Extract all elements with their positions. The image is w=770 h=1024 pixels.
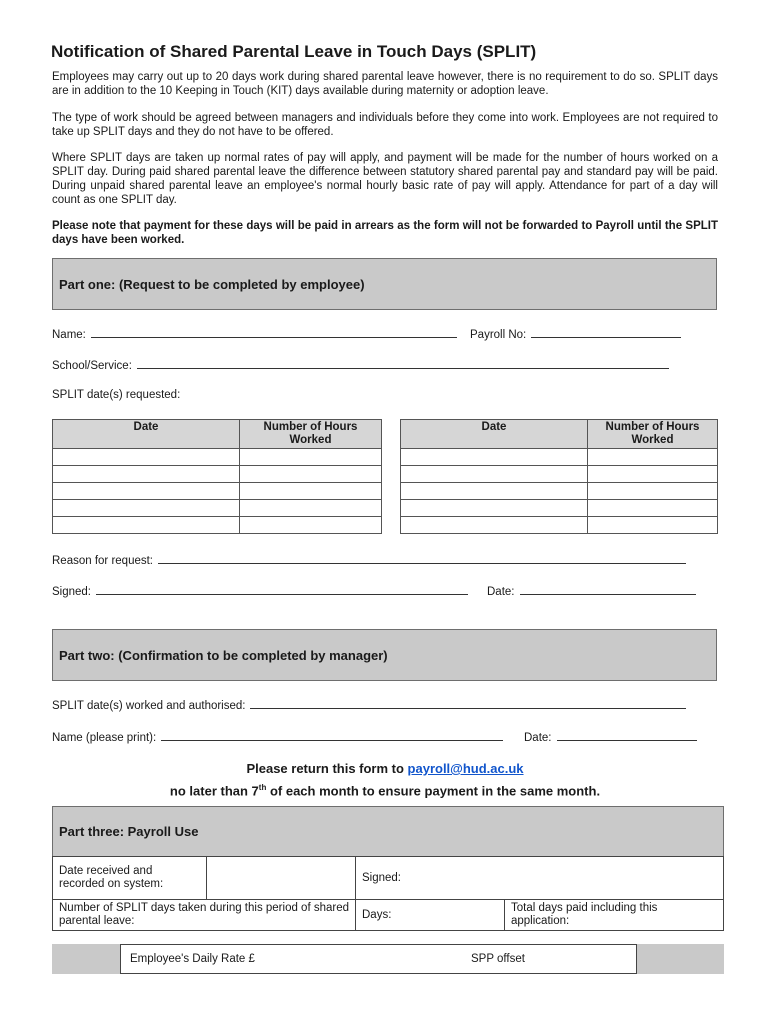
part-three-header (52, 806, 724, 857)
date-cell[interactable] (53, 449, 240, 466)
date-cell[interactable] (401, 466, 588, 483)
reason-field-row (52, 553, 686, 567)
days-label: Days: (356, 900, 505, 931)
hours-cell[interactable] (240, 449, 382, 466)
school-label: School/Service: (52, 360, 132, 372)
dates-table-left (52, 419, 382, 534)
worked-field-row (52, 698, 686, 712)
hours-cell[interactable] (588, 483, 718, 500)
date-cell[interactable] (53, 500, 240, 517)
hours-cell[interactable] (240, 500, 382, 517)
date-cell[interactable] (53, 466, 240, 483)
hours-cell[interactable] (240, 466, 382, 483)
dates-table-right (400, 419, 718, 534)
hours-cell[interactable] (588, 517, 718, 534)
intro-paragraph-3: Where SPLIT days are taken up normal rates of pay will apply, and payment will be made for the number of hours worked on a SPLIT day. During paid shared parental leave the difference between statutory shared parental pay and standard pay will be paid. During unpaid shared parental leave an employee's normal hourly basic rate of pay will apply. Attendance for part of a day will count as one SPLIT day. (52, 152, 718, 206)
school-field-row (52, 358, 669, 372)
name-input-line[interactable] (91, 327, 457, 338)
col-hours: Number of Hours Worked (240, 420, 382, 449)
hours-cell[interactable] (240, 517, 382, 534)
date-input-line[interactable] (520, 584, 696, 595)
date-label: Date: (487, 586, 515, 598)
intro-paragraph-1: Employees may carry out up to 20 days work during shared parental leave however, there is no requirement to do so. SPLIT days are in addition to the 10 Keeping in Touch (KIT) days available during maternity or adoption leave. (52, 71, 718, 97)
date-cell[interactable] (401, 500, 588, 517)
name-field-row (52, 327, 457, 341)
reason-label: Reason for request: (52, 555, 154, 567)
rate-row (120, 944, 637, 974)
date-received-cell[interactable] (207, 857, 356, 900)
part-one-header (52, 258, 717, 310)
number-taken-label: Number of SPLIT days taken during this period of shared parental leave: (53, 900, 356, 931)
name-print-field-row (52, 730, 503, 744)
col-date: Date (401, 420, 588, 449)
part-two-header (52, 629, 717, 681)
payroll-signed-label: Signed: (356, 857, 724, 900)
total-days-label: Total days paid including this application: (505, 900, 724, 931)
date-cell[interactable] (53, 517, 240, 534)
name-print-input-line[interactable] (161, 730, 503, 741)
payroll-input-line[interactable] (531, 327, 681, 338)
name-label: Name: (52, 329, 86, 341)
return-note-line-2: no later than 7th of each month to ensure payment in the same month. (169, 783, 601, 799)
form-title: Notification of Shared Parental Leave in Touch Days (SPLIT) (51, 42, 537, 61)
payment-note: Please note that payment for these days will be paid in arrears as the form will not be forwarded to Payroll until the SPLIT days have been worked. (52, 220, 718, 246)
signed-input-line[interactable] (96, 584, 468, 595)
dates-requested-label: SPLIT date(s) requested: (52, 389, 181, 401)
payroll-label: Payroll No: (470, 329, 527, 341)
date-field-row (487, 584, 696, 598)
payroll-table (52, 856, 724, 931)
school-input-line[interactable] (137, 358, 669, 369)
hours-cell[interactable] (240, 483, 382, 500)
intro-paragraph-2: The type of work should be agreed between managers and individuals before they come into work. Employees are not required to take up SPLIT days and they do not have to be offered. (52, 112, 718, 138)
date-cell[interactable] (53, 483, 240, 500)
worked-input-line[interactable] (250, 698, 686, 709)
spp-offset-label: SPP offset (471, 953, 525, 965)
manager-date-input-line[interactable] (557, 730, 697, 741)
payroll-email-link[interactable]: payroll@hud.ac.uk (407, 761, 524, 776)
part-two-title: Part two: (Confirmation to be completed by manager) (59, 648, 388, 663)
daily-rate-label: Employee's Daily Rate £ (130, 953, 255, 965)
manager-date-field-row (524, 730, 697, 744)
signed-label: Signed: (52, 586, 92, 598)
hours-cell[interactable] (588, 449, 718, 466)
col-date: Date (53, 420, 240, 449)
part-one-title: Part one: (Request to be completed by employee) (59, 277, 365, 292)
worked-label: SPLIT date(s) worked and authorised: (52, 700, 246, 712)
payroll-field-row (470, 327, 681, 341)
date-received-label: Date received and recorded on system: (53, 857, 207, 900)
date-cell[interactable] (401, 483, 588, 500)
name-print-label: Name (please print): (52, 732, 157, 744)
return-note-line-1: Please return this form to payroll@hud.ac.uk (246, 761, 524, 776)
hours-cell[interactable] (588, 466, 718, 483)
reason-input-line[interactable] (158, 553, 686, 564)
date-cell[interactable] (401, 449, 588, 466)
date-cell[interactable] (401, 517, 588, 534)
col-hours: Number of Hours Worked (588, 420, 718, 449)
signed-field-row (52, 584, 468, 598)
hours-cell[interactable] (588, 500, 718, 517)
part-three-title: Part three: Payroll Use (59, 824, 199, 839)
manager-date-label: Date: (524, 732, 552, 744)
